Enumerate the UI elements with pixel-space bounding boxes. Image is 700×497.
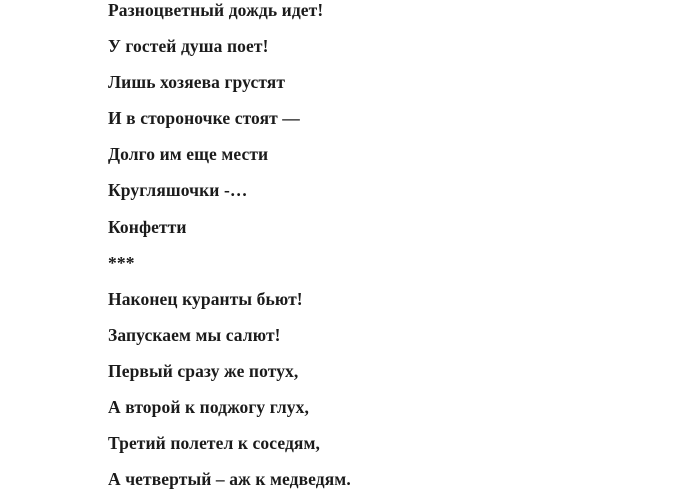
poem-line-2: У гостей душа поет! <box>108 36 269 57</box>
poem-line-6: Кругляшочки -… <box>108 180 248 201</box>
poem-line-14: А четвертый – аж к медведям. <box>108 469 351 490</box>
poem-line-9: Наконец куранты бьют! <box>108 288 303 309</box>
poem-text-block <box>108 0 351 497</box>
poem-line-7: Конфетти <box>108 216 187 237</box>
poem-line-12: А второй к поджогу глух, <box>108 397 309 418</box>
poem-line-4: И в стороночке стоят — <box>108 108 300 129</box>
poem-line-11: Первый сразу же потух, <box>108 360 299 381</box>
poem-line-5: Долго им еще мести <box>108 144 269 165</box>
poem-line-1: Разноцветный дождь идет! <box>108 0 324 20</box>
poem-line-3: Лишь хозяева грустят <box>108 72 286 93</box>
poem-line-10: Запускаем мы салют! <box>108 324 281 345</box>
poem-separator-asterisks: *** <box>108 252 135 273</box>
poem-line-13: Третий полетел к соседям, <box>108 433 320 454</box>
